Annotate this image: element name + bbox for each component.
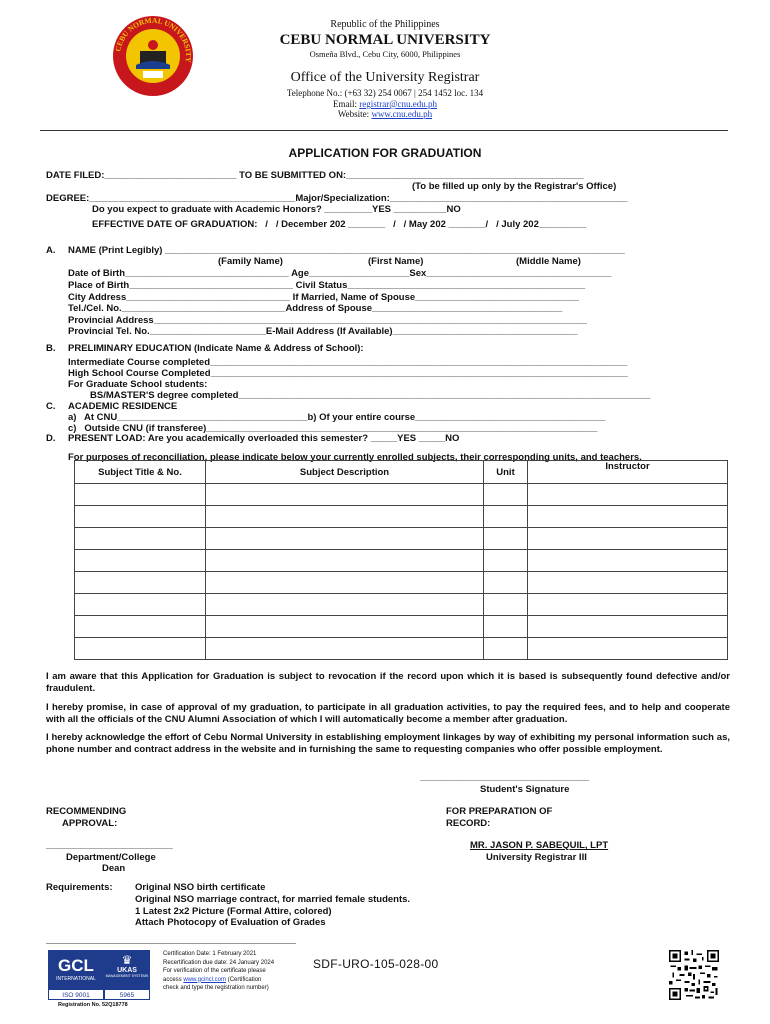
verify-text: For verification of the certificate please	[163, 968, 266, 974]
approval-label: APPROVAL:	[62, 818, 118, 829]
ukas-sub: MANAGEMENT SYSTEMS	[105, 974, 149, 978]
verify-link-line	[163, 976, 274, 985]
grad-school-label: For Graduate School students:	[68, 379, 208, 390]
table-row	[75, 638, 728, 660]
gcl-link[interactable]: www.gcincl.com	[183, 976, 227, 983]
gcl-logo-text: GCL	[58, 956, 94, 975]
dean-signature-line[interactable]: ________________________	[46, 840, 173, 851]
subject-title-cell[interactable]	[75, 550, 206, 572]
acknowledge-paragraph: I hereby acknowledge the effort of Cebu Normal University in establishing employment linkages by way of exhibiting my personal information such as, phone number and contract address in the website and in furnishing the same to requesting companies who offer possible employment.	[46, 732, 730, 755]
subject-description-cell[interactable]	[206, 528, 484, 550]
subjects-table	[74, 460, 728, 660]
instructor-cell[interactable]	[528, 528, 728, 550]
subject-title-cell[interactable]	[75, 506, 206, 528]
subject-description-cell[interactable]	[206, 594, 484, 616]
residence-outside-field[interactable]: c) Outside CNU (if transferee)__________________________________________________________________________	[68, 423, 598, 434]
unit-cell[interactable]	[484, 550, 528, 572]
first-name-label: (First Name)	[368, 256, 424, 267]
place-field[interactable]: Place of Birth_______________________________ Civil Status_____________________________________________	[68, 280, 586, 291]
table-row	[75, 594, 728, 616]
cert-date: Certification Date: 1 February 2021	[163, 951, 257, 957]
requirement-item: Attach Photocopy of Evaluation of Grades	[135, 917, 326, 928]
email-link[interactable]: registrar@cnu.edu.ph	[359, 99, 437, 109]
table-row	[75, 550, 728, 572]
ukas-text: UKAS	[117, 967, 137, 974]
subject-description-cell[interactable]	[206, 616, 484, 638]
instructor-cell[interactable]	[528, 572, 728, 594]
unit-cell[interactable]	[484, 506, 528, 528]
family-name-label: (Family Name)	[218, 256, 283, 267]
subject-description-cell[interactable]	[206, 506, 484, 528]
recommending-label: RECOMMENDING	[46, 806, 127, 817]
subject-title-cell[interactable]	[75, 616, 206, 638]
svg-text:CEBU NORMAL UNIVERSITY: CEBU NORMAL UNIVERSITY	[113, 16, 193, 63]
ukas-badge	[104, 950, 150, 1000]
unit-cell[interactable]	[484, 594, 528, 616]
gcl-sub: INTERNATIONAL	[56, 976, 96, 982]
name-field[interactable]: NAME (Print Legibly) _______________________________________________________________________________________	[68, 245, 625, 256]
highschool-field[interactable]: High School Course Completed_______________________________________________________________________________	[68, 368, 628, 379]
residence-cnu-field[interactable]: a) At CNU____________________________________b) Of your entire course____________________________________	[68, 412, 606, 423]
table-row	[75, 506, 728, 528]
student-signature-label: Student's Signature	[480, 784, 570, 795]
document-code: SDF-URO-105-028-00	[313, 957, 439, 971]
ukas-number: 5965	[104, 989, 150, 1000]
col-instructor: Instructor	[528, 461, 728, 484]
promise-paragraph: I hereby promise, in case of approval of my graduation, to participate in all graduation activities, to pay the required fees, and to help and cooperate with all the officials of the CNU Alumni Association of which I will automatically become a member after graduation.	[46, 702, 730, 725]
intermediate-field[interactable]: Intermediate Course completed_______________________________________________________________________________	[68, 357, 628, 368]
office-name: Office of the University Registrar	[290, 70, 480, 85]
section-b-letter: B.	[46, 343, 56, 354]
revocation-paragraph: I am aware that this Application for Graduation is subject to revocation if the record upon which it is based is subsequently found defective and/or fraudulent.	[46, 671, 730, 694]
table-row	[75, 572, 728, 594]
section-b-title: PRELIMINARY EDUCATION (Indicate Name & Address of School):	[68, 343, 364, 354]
table-row	[75, 528, 728, 550]
form-title: APPLICATION FOR GRADUATION	[288, 146, 482, 160]
table-row	[75, 484, 728, 506]
verify-post: (Certification	[226, 976, 262, 983]
instructor-cell[interactable]	[528, 638, 728, 660]
table-row	[75, 616, 728, 638]
email-line	[0, 99, 770, 109]
certification-info	[163, 950, 274, 993]
registrar-title: University Registrar III	[486, 852, 587, 863]
present-load-field[interactable]: PRESENT LOAD: Are you academically overloaded this semester? _____YES _____NO	[68, 433, 460, 444]
verify-pre: access	[163, 976, 184, 983]
subject-title-cell[interactable]	[75, 594, 206, 616]
col-unit: Unit	[484, 461, 528, 484]
header-divider	[40, 130, 728, 131]
record-label: RECORD:	[446, 818, 491, 829]
bs-masters-field[interactable]: BS/MASTER'S degree completed______________________________________________________________________________	[90, 390, 651, 401]
iso-label: ISO 9001	[48, 989, 104, 1000]
verify-instructions: check and type the registration number)	[163, 985, 269, 991]
crown-icon: ♛	[121, 953, 133, 967]
requirement-item: 1 Latest 2x2 Picture (Formal Attire, colored)	[135, 906, 332, 917]
subject-title-cell[interactable]	[75, 484, 206, 506]
student-signature-line[interactable]: ________________________________	[420, 772, 590, 783]
department-label: Department/College	[66, 852, 156, 863]
university-address: Osmeña Blvd., Cebu City, 6000, Philippines	[309, 49, 461, 59]
section-c-title: ACADEMIC RESIDENCE	[68, 401, 178, 412]
provincial-address-field[interactable]: Provincial Address__________________________________________________________________________________	[68, 315, 587, 326]
footer-divider	[46, 943, 296, 944]
subject-title-cell[interactable]	[75, 638, 206, 660]
date-filed-field[interactable]: DATE FILED:_________________________ TO BE SUBMITTED ON:_____________________________________________	[46, 170, 584, 181]
gcl-badge	[48, 950, 104, 1000]
tel-field[interactable]: Tel./Cel. No._______________________________Address of Spouse____________________________________	[68, 303, 563, 314]
subject-description-cell[interactable]	[206, 572, 484, 594]
dean-label: Dean	[102, 863, 126, 874]
registrar-name: MR. JASON P. SABEQUIL, LPT	[470, 840, 609, 851]
unit-cell[interactable]	[484, 616, 528, 638]
effective-date-field[interactable]: EFFECTIVE DATE OF GRADUATION: / / December 202 _______ / / May 202 _______/ / July 202_________	[92, 219, 587, 230]
website-label: Website:	[337, 109, 372, 119]
requirement-item: Original NSO birth certificate	[135, 882, 266, 893]
col-subject-title: Subject Title & No.	[75, 461, 206, 484]
instructor-cell[interactable]	[528, 550, 728, 572]
requirements-label: Requirements:	[46, 882, 113, 893]
section-c-letter: C.	[46, 401, 56, 412]
degree-field[interactable]: DEGREE:_______________________________________Major/Specialization:_____________________________________________	[46, 193, 628, 204]
table-header-row	[75, 461, 728, 484]
registrar-note: (To be filled up only by the Registrar's Office)	[412, 181, 617, 192]
instructor-cell[interactable]	[528, 484, 728, 506]
section-a-letter: A.	[46, 245, 56, 256]
email-label: Email:	[332, 99, 360, 109]
university-name: CEBU NORMAL UNIVERSITY	[279, 32, 491, 48]
instructor-cell[interactable]	[528, 506, 728, 528]
honors-field[interactable]: Do you expect to graduate with Academic Honors? _________YES __________NO	[92, 204, 461, 215]
subject-description-cell[interactable]	[206, 638, 484, 660]
instructor-cell[interactable]	[528, 616, 728, 638]
provincial-tel-field[interactable]: Provincial Tel. No.______________________E-Mail Address (If Available)___________________________________	[68, 326, 578, 337]
subject-title-cell[interactable]	[75, 572, 206, 594]
website-line	[0, 109, 770, 119]
instructor-cell[interactable]	[528, 594, 728, 616]
recert-date: Recertification due date: 24 January 2024	[163, 959, 275, 966]
col-subject-description: Subject Description	[206, 461, 484, 484]
preparation-label: FOR PREPARATION OF	[446, 806, 553, 817]
city-field[interactable]: City Address_______________________________ If Married, Name of Spouse_______________________________	[68, 292, 579, 303]
qr-code-icon[interactable]	[666, 950, 722, 1000]
website-link[interactable]: www.cnu.edu.ph	[371, 109, 433, 119]
unit-cell[interactable]	[484, 638, 528, 660]
telephone-text: Telephone No.: (+63 32) 254 0067 | 254 1452 loc. 134	[286, 88, 484, 98]
registration-number: Registration No. 52Q18778	[58, 1002, 128, 1008]
birth-field[interactable]: Date of Birth_______________________________ Age___________________Sex___________________________________	[68, 268, 612, 279]
republic-text: Republic of the Philippines	[330, 19, 440, 30]
unit-cell[interactable]	[484, 484, 528, 506]
subject-description-cell[interactable]	[206, 550, 484, 572]
requirement-item: Original NSO marriage contract, for married female students.	[135, 894, 411, 905]
reconciliation-text: For purposes of reconciliation, please indicate below your currently enrolled subjects, their corresponding units, and teachers.	[68, 452, 642, 463]
subject-description-cell[interactable]	[206, 484, 484, 506]
unit-cell[interactable]	[484, 528, 528, 550]
section-d-letter: D.	[46, 433, 56, 444]
middle-name-label: (Middle Name)	[516, 256, 581, 267]
subject-title-cell[interactable]	[75, 528, 206, 550]
unit-cell[interactable]	[484, 572, 528, 594]
